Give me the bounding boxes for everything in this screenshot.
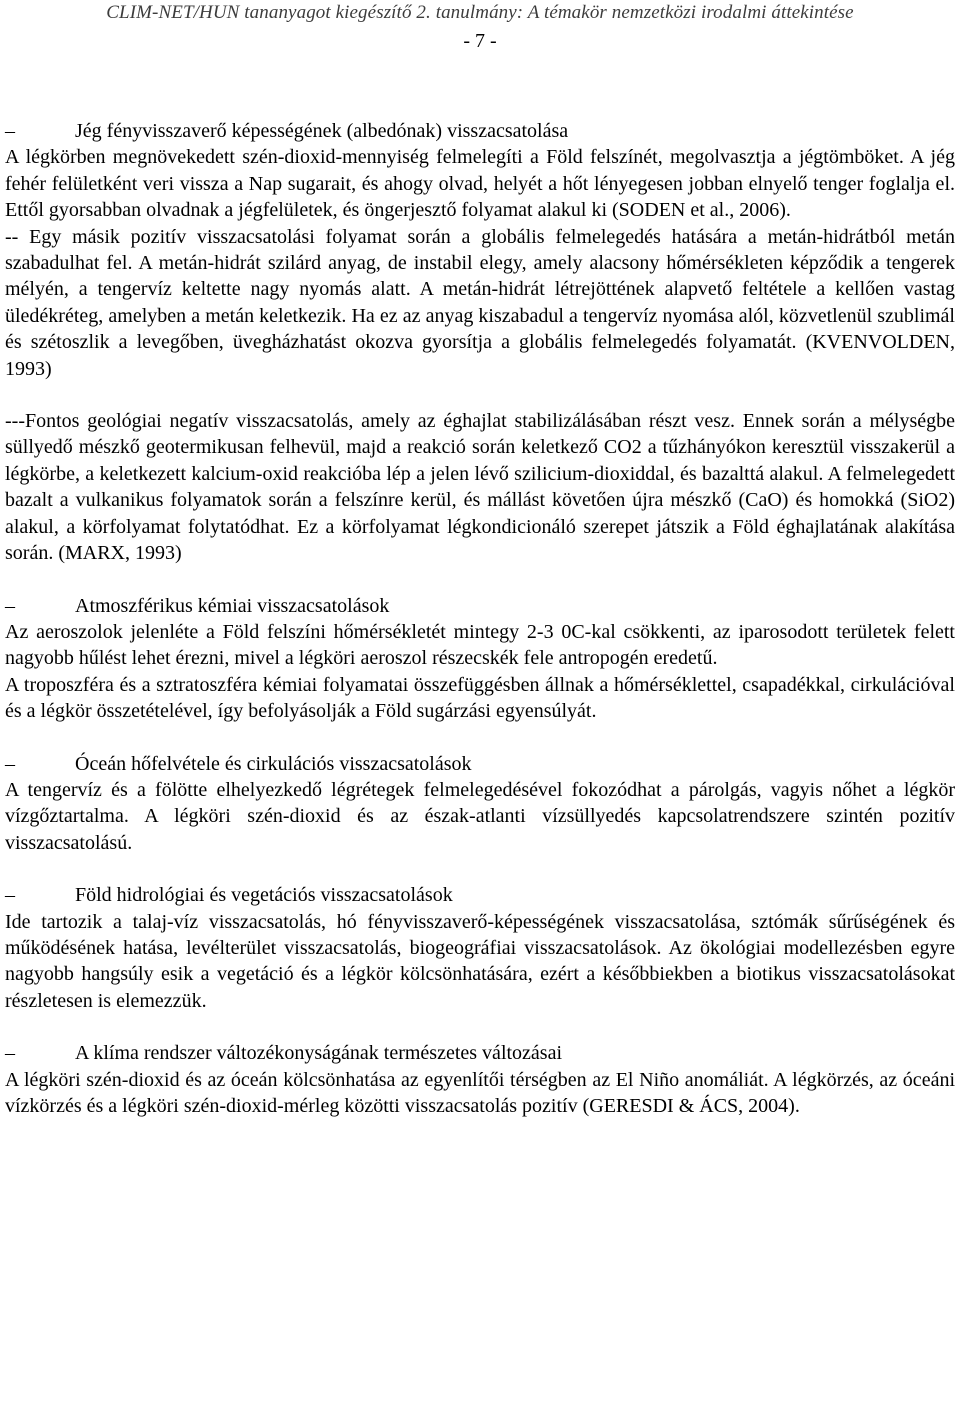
section-heading-text: Óceán hőfelvétele és cirkulációs visszacsatolások: [75, 752, 472, 775]
list-dash: –: [5, 1042, 15, 1065]
section-heading-text: A klíma rendszer változékonyságának természetes változásai: [75, 1042, 563, 1065]
spacer: [5, 382, 955, 408]
spacer: [5, 856, 955, 882]
paragraph: A troposzféra és a sztratoszféra kémiai folyamatai összefüggésben állnak a hőmérséklettel, csapadékkal, cirkulációval és a légkör összetételével, így befolyásolják a Föld sugárzási egyensúlyát.: [5, 673, 955, 723]
spacer: [5, 1014, 955, 1040]
paragraph: Ide tartozik a talaj-víz visszacsatolás, hó fényvisszaverő-képességének visszacsatolása, sztómák sűrűségének és működésének hatása, levélterület visszacsatolás, biogeográfiai visszacsatolások. Az ökológiai modellezésben egyre nagyobb hangsúly esik a vegetáció és a légkör kölcsönhatására, ezért a későbbiekben a biotikus visszacsatolásokat részletesen is elemezzük.: [5, 910, 955, 1012]
section-heading-text: Jég fényvisszaverő képességének (albedónak) visszacsatolása: [75, 120, 569, 142]
spacer: [5, 725, 955, 751]
list-dash: –: [5, 594, 15, 617]
section-heading: [5, 882, 955, 908]
list-dash: –: [5, 120, 15, 142]
list-dash: –: [5, 884, 15, 907]
paragraph: A légkörben megnövekedett szén-dioxid-mennyiség felmelegíti a Föld felszínét, megolvasztja a jégtömböket. A jég fehér felületként veri vissza a Nap sugarait, és ahogy olvad, helyét a hőt lényegesen jobban elnyelő tenger foglalja el. Ettől gyorsabban olvadnak a jégfelületek, és öngerjesztő folyamat alakul ki (SODEN et al., 2006).: [5, 146, 955, 222]
list-dash: –: [5, 752, 15, 775]
section-heading: [5, 751, 955, 777]
running-header: CLIM-NET/HUN tananyagot kiegészítő 2. tanulmány: A témakör nemzetközi irodalmi áttekintése: [106, 2, 854, 23]
section-heading: [5, 1040, 955, 1066]
spacer: [5, 567, 955, 593]
section-heading-text: Atmoszférikus kémiai visszacsatolások: [75, 594, 390, 617]
paragraph: ---Fontos geológiai negatív visszacsatolás, amely az éghajlat stabilizálásában részt vesz. Ennek során a mélységbe süllyedő mészkő geotermikusan felhevül, majd a reakció során keletkező CO2 a tűzhányókon keresztül visszakerül a légkörbe, a keletkezett kalcium-oxid reakcióba lép a jelen lévő szilicium-dioxiddal, és bazalttá alakul. A felmelegedett bazalt a vulkanikus folyamatok során a felszínre kerül, és mállást követően újra mészkő (CaO) és homokká (SiO2) alakul, a körfolyamat folytatódhat. Ez a körfolyamat légkondicionáló szerepet játszik a Föld éghajlatának alakítása során. (MARX, 1993): [5, 410, 955, 565]
paragraph: A tengervíz és a fölötte elhelyezkedő légrétegek felmelegedésével fokozódhat a párolgás, vagyis nőhet a légkör vízgőztartalma. A légköri szén-dioxid és az észak-atlanti vízsüllyedés kapcsolatrendszere szintén pozitív visszacsatolású.: [5, 778, 955, 854]
page-body: [5, 118, 955, 1119]
section-heading: [5, 118, 955, 144]
paragraph: -- Egy másik pozitív visszacsatolási folyamat során a globális felmelegedés hatására a metán-hidrátból metán szabadulhat fel. A metán-hidrát szilárd anyag, de instabil elegy, amely alacsony hőmérsékleten képződik a tengerek mélyén, a tengervíz keltette nagy nyomás alatt. A metán-hidrát létrejöttének alapvető feltétele a kellően vastag üledékréteg, amelyben a metán keletkezik. Ha ez az anyag kiszabadul a tengervíz nyomása alól, közvetlenül szublimál és szétoszlik a levegőben, üvegházhatást okozva gyorsítja a globális felmelegedés folyamatát. (KVENVOLDEN, 1993): [5, 225, 955, 380]
section-heading: [5, 593, 955, 619]
page-number: - 7 -: [463, 30, 497, 52]
paragraph: A légköri szén-dioxid és az óceán kölcsönhatása az egyenlítői térségben az El Niño anomáliát. A légkörzés, az óceáni vízkörzés és a légköri szén-dioxid-mérleg közötti visszacsatolás pozitív (GERESDI & ÁCS, 2004).: [5, 1068, 955, 1117]
paragraph: Az aeroszolok jelenléte a Föld felszíni hőmérsékletét mintegy 2-3 0C-kal csökkenti, az iparosodott területek felett nagyobb hűlést lehet érezni, mivel a légköri aeroszol részecskék fele antropogén eredetű.: [5, 620, 955, 670]
section-heading-text: Föld hidrológiai és vegetációs visszacsatolások: [75, 884, 453, 907]
